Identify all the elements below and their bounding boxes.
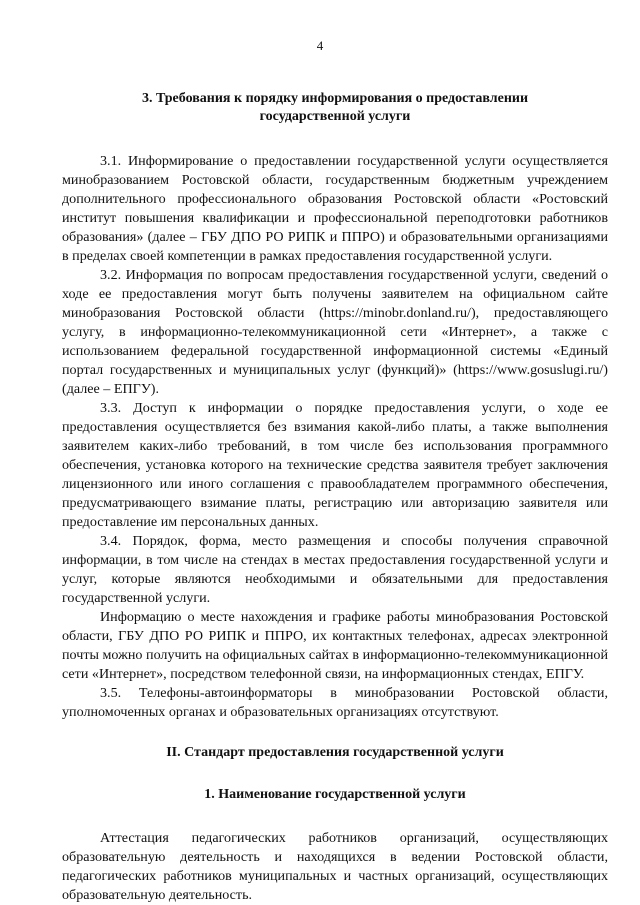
page-content [62, 64, 608, 905]
paragraph-3-3: 3.3. Доступ к информации о порядке предоставления услуги, о ходе ее предоставления осуществляется без взимания какой-либо платы, а также выполнения заявителем каких-либо требований, в том числе без использования программного обеспечения, установка которого на технические средства заявителя требует заключения лицензионного или иного соглашения с правообладателем программного обеспечения, предусматривающего взимание платы, регистрацию или авторизацию заявителя или предоставление им персональных данных. [62, 400, 608, 530]
section-1-heading: 1. Наименование государственной услуги [204, 787, 466, 802]
paragraph-1-name: Аттестация педагогических работников организаций, осуществляющих образовательную деятельность и находящихся в ведении Ростовской области, педагогических работников муниципальных и частных организаций, осуществляющих образовательную деятельность. [62, 830, 608, 903]
section-3-heading: 3. Требования к порядку информирования о предоставлении государственной услуги [141, 91, 529, 124]
paragraph-3-5: 3.5. Телефоны-автоинформаторы в минобразовании Ростовской области, уполномоченных органах и образовательных организациях отсутствуют. [62, 685, 608, 720]
section-3-body [62, 152, 608, 722]
page-number: 4 [316, 38, 324, 53]
paragraph-3-4: 3.4. Порядок, форма, место размещения и способы получения справочной информации, в том числе на стендах в местах предоставления государственной услуги и услуг, которые являются необходимыми и обязательными для предоставления государственной услуги. [62, 533, 608, 606]
paragraph-3-4-info: Информацию о месте нахождения и графике работы минобразования Ростовской области, ГБУ ДПО РО РИПК и ППРО, их контактных телефонах, адресах электронной почты можно получить на официальных сайтах в информационно-телекоммуникационной сети «Интернет», посредством телефонной связи, на информационных стендах, ЕПГУ. [62, 609, 608, 682]
section-1-body [62, 829, 608, 905]
paragraph-3-1: 3.1. Информирование о предоставлении государственной услуги осуществляется минобразованием Ростовской области, государственным бюджетным учреждением дополнительного профессионального образования Ростовской области «Ростовский институт повышения квалификации и профессиональной переподготовки работников образования» (далее – ГБУ ДПО РО РИПК и ППРО) и образовательными организациями в пределах своей компетенции в рамках предоставления государственной услуги. [62, 153, 608, 264]
section-II-heading: II. Стандарт предоставления государственной услуги [166, 745, 504, 760]
paragraph-3-2: 3.2. Информация по вопросам предоставления государственной услуги, сведений о ходе ее предоставления могут быть получены заявителем на официальном сайте минобразования Ростовской области (https://minobr.donland.ru/), предоставляющего услугу, в информационно-телекоммуникационной сети «Интернет», а также с использованием федеральной государственной информационной системы «Единый портал государственных и муниципальных услуг (функций)» (https://www.gosuslugi.ru/) (далее – ЕПГУ). [62, 267, 608, 397]
